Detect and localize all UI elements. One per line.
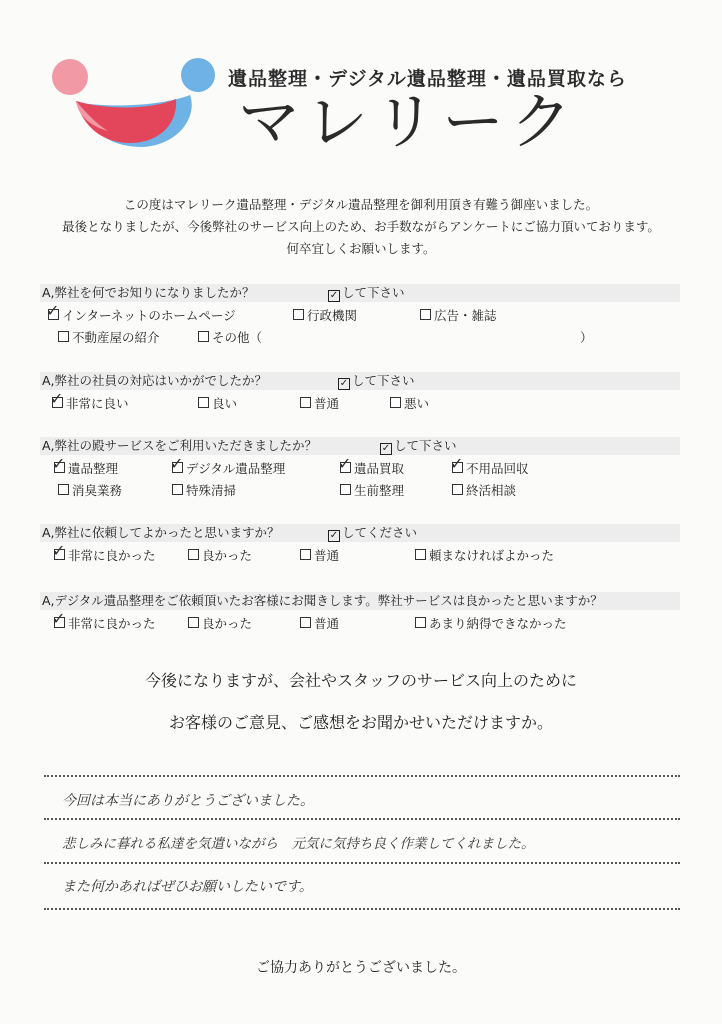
company-logo xyxy=(48,55,218,155)
checked-box-icon: ✓ xyxy=(381,443,391,454)
question-text: A,デジタル遺品整理をご依頼頂いたお客様にお聞きします。弊社サービスは良かったと思いますか？ xyxy=(42,593,603,608)
option-other[interactable]: その他（ xyxy=(198,328,262,346)
options-row xyxy=(40,302,680,324)
other-close-paren: ） xyxy=(580,330,593,345)
question-header xyxy=(40,592,680,610)
checkbox-icon[interactable] xyxy=(420,309,431,320)
question-text: A,弊社の社員の対応はいかがでしたか？ xyxy=(42,373,268,388)
checkbox-icon[interactable]: ✓ xyxy=(50,389,64,408)
question-3 xyxy=(40,437,680,499)
instruction: ✓ して下さい xyxy=(339,373,415,389)
comment-rule xyxy=(44,862,680,864)
checkbox-icon[interactable] xyxy=(198,397,209,408)
option-ads[interactable]: 広告・雑誌 xyxy=(420,306,497,324)
option-very-good[interactable]: ✓ 非常に良かった xyxy=(52,541,156,563)
checkbox-icon[interactable] xyxy=(340,484,351,495)
comment-rule xyxy=(44,818,680,820)
checked-box-icon: ✓ xyxy=(329,530,339,541)
options-row xyxy=(40,542,680,564)
option-average[interactable]: 普通 xyxy=(300,546,339,564)
instruction: ✓ して下さい xyxy=(381,438,457,454)
option-internet[interactable]: ✓ インターネットのホームページ xyxy=(46,301,236,323)
comment-rule xyxy=(44,908,680,910)
checkbox-icon[interactable]: ✓ xyxy=(46,301,60,320)
option-kaitori[interactable]: ✓ 遺品買取 xyxy=(338,454,405,476)
checkbox-icon[interactable] xyxy=(198,331,209,342)
handwritten-comment: 今回は本当にありがとうございました。 xyxy=(62,793,314,809)
options-row xyxy=(40,477,680,499)
closing-line-2: お客様のご意見、ご感想をお聞かせいただけますか。 xyxy=(168,713,553,732)
intro-line: 最後となりましたが、今後弊社のサービス向上のため、お手数ながらアンケートにご協力頂いております。 xyxy=(62,219,660,234)
option-good[interactable]: 良かった xyxy=(188,614,252,632)
checkbox-icon[interactable] xyxy=(293,309,304,320)
question-2 xyxy=(40,372,680,412)
brand-name: マレリーク xyxy=(238,85,579,158)
option-average[interactable]: 普通 xyxy=(300,394,339,412)
checked-box-icon: ✓ xyxy=(339,378,349,389)
option-government[interactable]: 行政機関 xyxy=(293,306,357,324)
checkbox-icon[interactable] xyxy=(58,484,69,495)
comment-rule xyxy=(44,775,680,777)
option-very-good[interactable]: ✓ 非常に良い xyxy=(50,389,129,411)
option-very-good[interactable]: ✓ 非常に良かった xyxy=(52,609,156,631)
intro-text xyxy=(0,194,722,260)
question-text: A,弊社を何でお知りになりましたか？ xyxy=(42,285,255,300)
option-good[interactable]: 良かった xyxy=(188,546,252,564)
checkbox-icon[interactable]: ✓ xyxy=(52,541,66,560)
checkbox-icon[interactable] xyxy=(300,617,311,628)
question-text: A,弊社の殿サービスをご利用いただきましたか？ xyxy=(42,438,318,453)
checkbox-icon[interactable] xyxy=(300,549,311,560)
question-5 xyxy=(40,592,680,632)
option-not-satisfied[interactable]: あまり納得できなかった xyxy=(415,614,567,632)
question-header xyxy=(40,524,680,542)
checkbox-icon[interactable]: ✓ xyxy=(338,454,352,473)
option-fuyouhin[interactable]: ✓ 不用品回収 xyxy=(450,454,529,476)
thank-you-text: ご協力ありがとうございました。 xyxy=(256,960,466,976)
option-should-not-have[interactable]: 頼まなければよかった xyxy=(415,546,554,564)
options-row xyxy=(40,610,680,632)
intro-line: この度はマレリーク遺品整理・デジタル遺品整理を御利用頂き有難う御座いました。 xyxy=(123,197,599,212)
option-digital-seiri[interactable]: ✓ デジタル遺品整理 xyxy=(170,454,286,476)
options-row xyxy=(40,455,680,477)
checked-box-icon: ✓ xyxy=(329,290,339,301)
option-realestate[interactable]: 不動産屋の紹介 xyxy=(58,328,160,346)
checkbox-icon[interactable] xyxy=(452,484,463,495)
question-header xyxy=(40,372,680,390)
checkbox-icon[interactable] xyxy=(58,331,69,342)
option-bad[interactable]: 悪い xyxy=(390,394,429,412)
options-row xyxy=(40,390,680,412)
checkbox-icon[interactable] xyxy=(390,397,401,408)
question-4 xyxy=(40,524,680,564)
option-deodorize[interactable]: 消臭業務 xyxy=(58,481,122,499)
instruction: ✓ して下さい xyxy=(329,285,405,301)
option-special-cleaning[interactable]: 特殊清掃 xyxy=(172,481,236,499)
tagline: 遺品整理・デジタル遺品整理・遺品買取なら xyxy=(228,68,627,90)
checkbox-icon[interactable] xyxy=(172,484,183,495)
intro-line: 何卒宜しくお願いします。 xyxy=(286,241,436,256)
handwritten-comment: また何かあればぜひお願いしたいです。 xyxy=(62,879,313,895)
question-1 xyxy=(40,284,680,346)
checkbox-icon[interactable] xyxy=(300,397,311,408)
question-text: A,弊社に依頼してよかったと思いますか？ xyxy=(42,525,280,540)
instruction: ✓ してください xyxy=(329,525,418,541)
option-ihin-seiri[interactable]: ✓ 遺品整理 xyxy=(52,454,119,476)
option-average[interactable]: 普通 xyxy=(300,614,339,632)
checkbox-icon[interactable] xyxy=(415,549,426,560)
checkbox-icon[interactable] xyxy=(415,617,426,628)
checkbox-icon[interactable] xyxy=(188,549,199,560)
checkbox-icon[interactable]: ✓ xyxy=(52,454,66,473)
option-good[interactable]: 良い xyxy=(198,394,237,412)
options-row xyxy=(40,324,680,346)
checkbox-icon[interactable] xyxy=(188,617,199,628)
checkbox-icon[interactable]: ✓ xyxy=(52,609,66,628)
question-header xyxy=(40,437,680,455)
closing-line-1: 今後になりますが、会社やスタッフのサービス向上のために xyxy=(144,671,577,690)
handwritten-comment: 悲しみに暮れる私達を気遣いながら 元気に気持ち良く作業してくれました。 xyxy=(62,836,535,852)
option-seizen[interactable]: 生前整理 xyxy=(340,481,404,499)
question-header xyxy=(40,284,680,302)
checkbox-icon[interactable]: ✓ xyxy=(170,454,184,473)
option-shukatsu[interactable]: 終活相談 xyxy=(452,481,516,499)
checkbox-icon[interactable]: ✓ xyxy=(450,454,464,473)
